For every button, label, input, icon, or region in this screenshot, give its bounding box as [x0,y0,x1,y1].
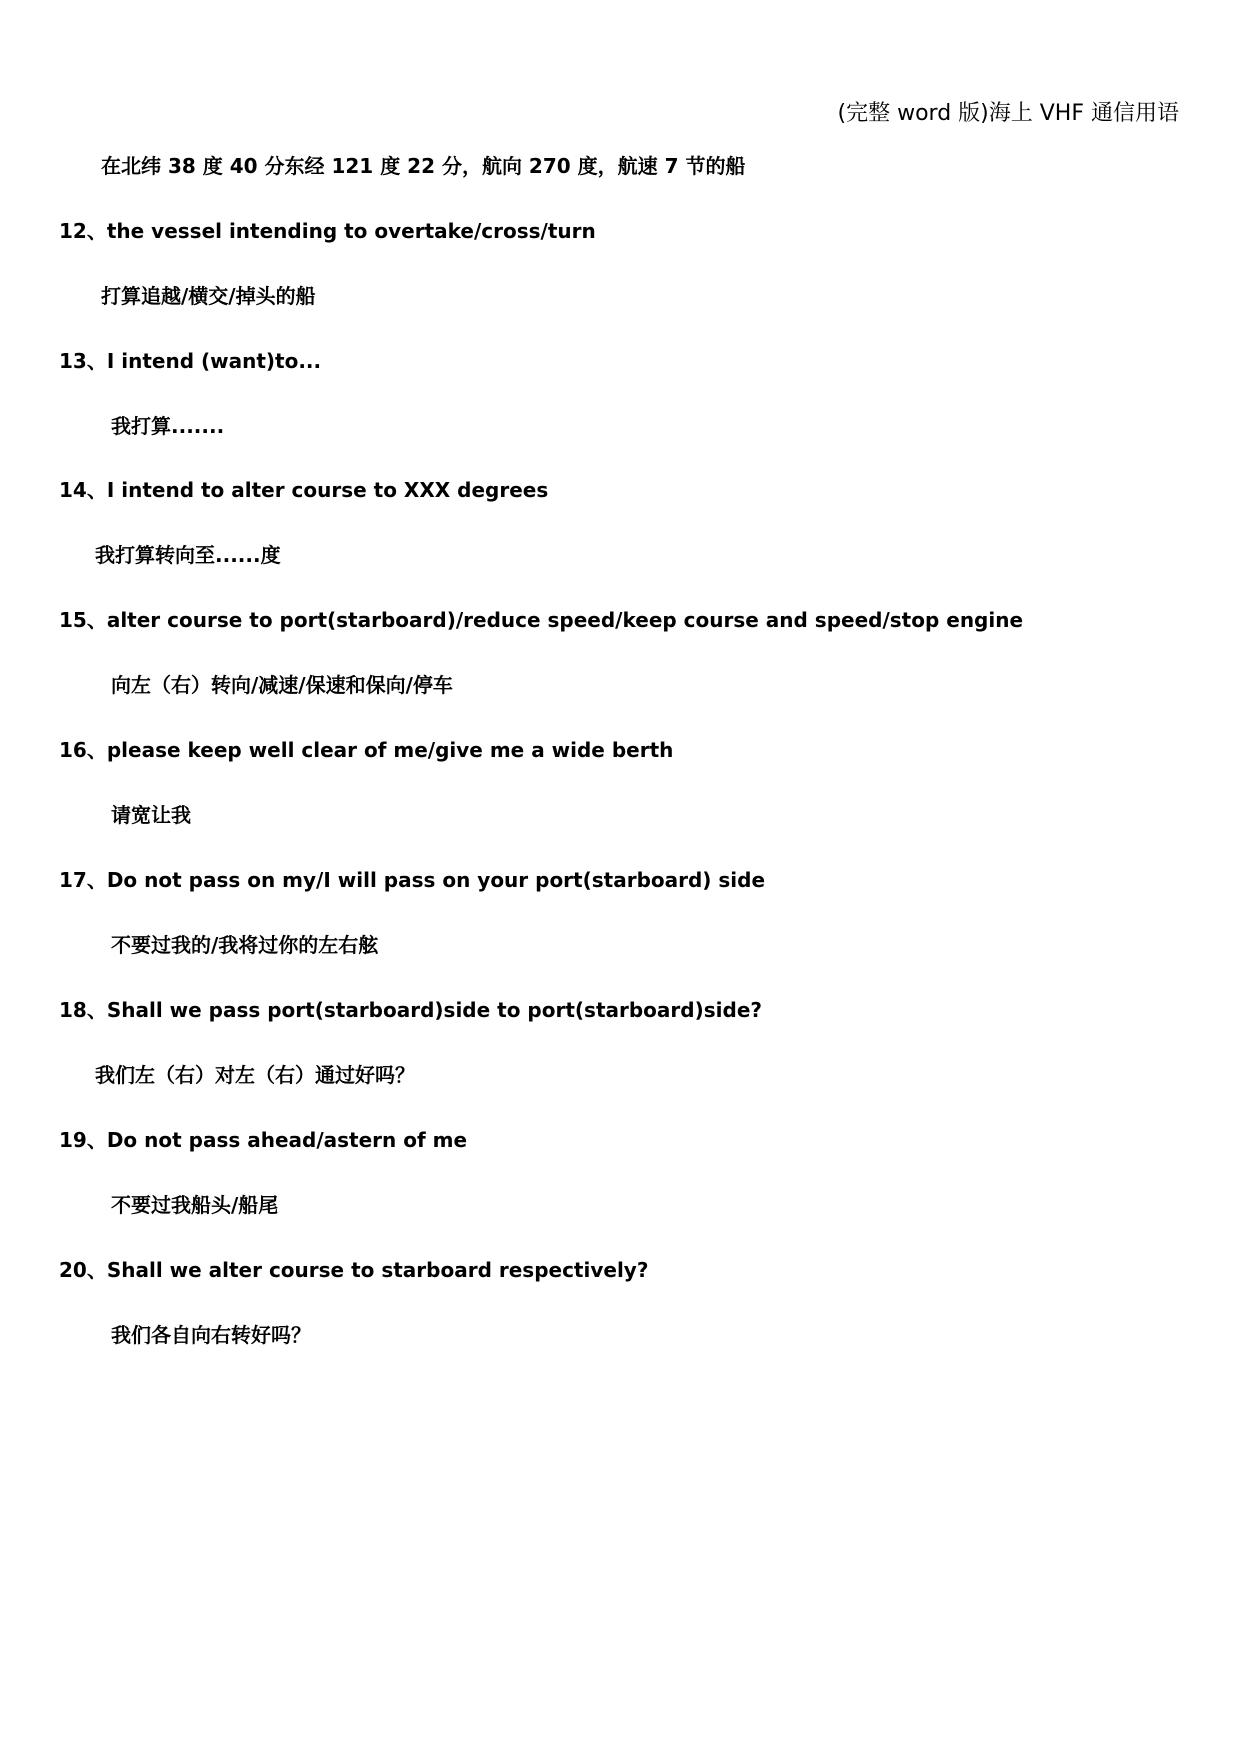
chinese-translation-line: 不要过我的/我将过你的左右舷 [111,933,379,957]
chinese-translation-line: 请宽让我 [111,803,191,827]
english-phrase-line: 19、Do not pass ahead/astern of me [59,1128,468,1152]
english-phrase-line: 20、Shall we alter course to starboard respectively? [59,1258,649,1282]
english-phrase-line: 12、the vessel intending to overtake/cross/turn [59,219,596,243]
chinese-translation-line: 我打算....... [111,414,225,438]
english-phrase-line: 18、Shall we pass port(starboard)side to port(starboard)side? [59,998,762,1022]
english-phrase-line: 13、I intend (want)to... [59,349,322,373]
chinese-translation-line: 我们左（右）对左（右）通过好吗？ [95,1063,415,1087]
chinese-translation-line: 我打算转向至......度 [95,543,281,567]
english-phrase-line: 17、Do not pass on my/I will pass on your port(starboard) side [59,868,766,892]
chinese-translation-line: 打算追越/横交/掉头的船 [101,284,316,308]
english-phrase-line: 16、please keep well clear of me/give me a wide berth [59,738,674,762]
english-phrase-line: 15、alter course to port(starboard)/reduce speed/keep course and speed/stop engine [59,608,1024,632]
chinese-translation-line: 我们各自向右转好吗？ [111,1323,311,1347]
chinese-translation-line: 向左（右）转向/减速/保速和保向/停车 [111,673,453,697]
chinese-translation-line: 不要过我船头/船尾 [111,1193,279,1217]
chinese-translation-line: 在北纬 38 度 40 分东经 121 度 22 分，航向 270 度，航速 7 节的船 [101,154,746,178]
english-phrase-line: 14、I intend to alter course to XXX degrees [59,478,549,502]
page-header: (完整 word 版)海上 VHF 通信用语 [837,101,1179,126]
